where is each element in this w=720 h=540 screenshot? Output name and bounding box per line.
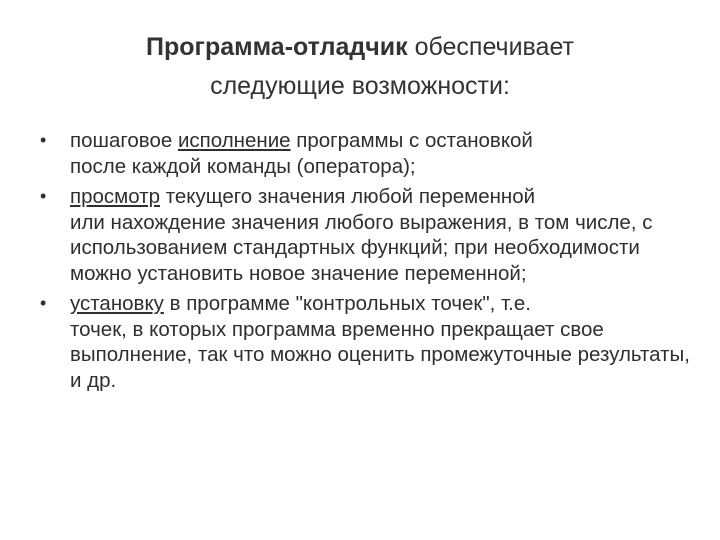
bullet-3-after: в программе "контрольных точек", т.е. — [163, 292, 531, 315]
bullet-2-after: текущего значения любой переменной — [160, 185, 536, 208]
bullet-item-view-values — [40, 184, 690, 286]
slide-title — [60, 28, 660, 106]
bullet-3-continuation: точек, в которых программа временно прекращает свое выполнение, так что можно оценить промежуточные результаты, и др. — [70, 317, 690, 392]
bullet-2-continuation: или нахождение значения любого выражения, в том числе, с использованием стандартных функций; при необходимости можно установить новое значение переменной; — [70, 210, 653, 285]
bullet-2-underlined: просмотр — [70, 185, 160, 208]
bullet-1-before: пошаговое — [70, 129, 178, 152]
bullet-3-underlined: установку — [70, 292, 164, 315]
bullet-1-after: программы с остановкой — [290, 129, 533, 152]
bullet-1-continuation: после каждой команды (оператора); — [70, 154, 416, 178]
bullet-1-underlined: исполнение — [177, 129, 291, 152]
title-bold-part: Программа-отладчик — [146, 33, 408, 61]
title-rest-line1: обеспечивает — [407, 33, 574, 61]
bullet-list — [40, 128, 690, 393]
bullet-dot: • — [40, 186, 47, 206]
bullet-item-step-execution — [40, 128, 690, 179]
bullet-dot: • — [40, 293, 47, 313]
bullet-dot: • — [40, 130, 47, 150]
bullet-item-breakpoints — [40, 291, 690, 393]
title-line2: следующие возможности: — [210, 72, 510, 100]
